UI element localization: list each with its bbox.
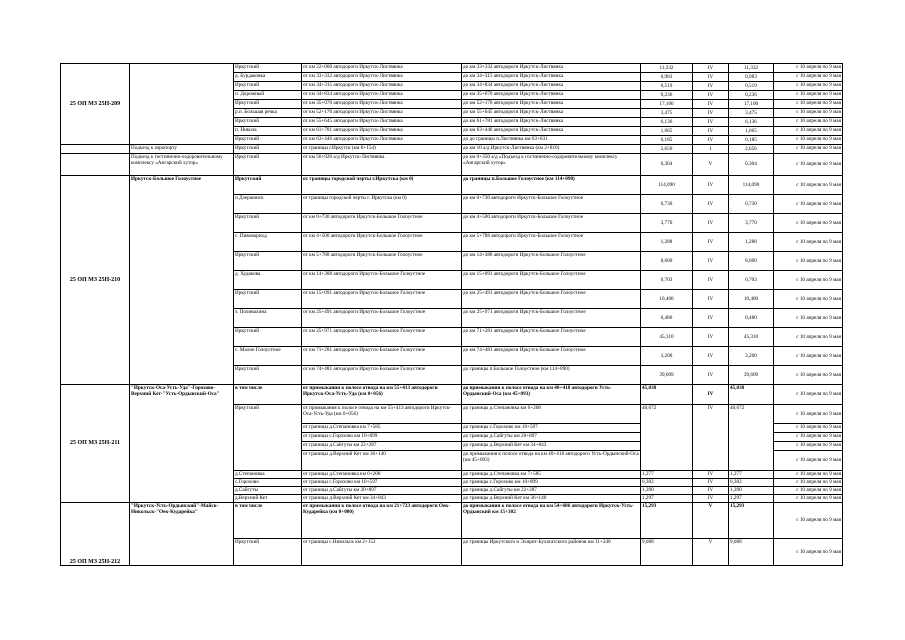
from-cell: от км 4+500 автодороги Иркутск-Большое Голоустное [302, 233, 462, 252]
length-cell: 1,377 [641, 471, 693, 479]
from-cell: от границы городской черты г. Иркутска (км 0) [302, 195, 462, 214]
length-cell: 6,136 [641, 118, 693, 127]
category-cell: IV [693, 479, 729, 487]
period-cell: с 10 апреля по 9 мая [774, 442, 843, 451]
category-cell: I [693, 145, 729, 154]
district-cell: Иркутский [234, 145, 302, 154]
length-total-cell: 3,200 [729, 347, 774, 366]
to-cell: до границы п.Большое Голоустное (км 114+090) [462, 176, 641, 195]
road-code: 25 ОП МЗ 25Н-210 [61, 176, 130, 385]
to-cell: до км 5+788 автодороги Иркутск-Большое Голоустное [462, 233, 641, 252]
from-cell: от км 55+645 автодороги Иркутск-Листвянка [302, 118, 462, 127]
road-list-page [60, 63, 842, 566]
length-cell: 15,293 [641, 503, 693, 539]
from-cell: от км 35+070 автодороги Иркутск-Листвянка [302, 100, 462, 109]
from-cell: от границы с.Горохово км 10+597 [302, 479, 462, 487]
category-cell: IV [693, 347, 729, 366]
category-cell: IV [693, 91, 729, 100]
to-cell: до границы п.Большое Голоустное (км 114+090) [462, 366, 641, 385]
length-cell: 1,665 [641, 127, 693, 136]
road-code: 25 ОП МЗ 25Н-209 [61, 64, 130, 145]
to-cell: до км 61+781 автодороги Иркутск-Листвянка [462, 118, 641, 127]
from-cell: от границы городской черты г.Иркутска (км 0) [302, 176, 462, 195]
category-cell: IV [693, 290, 729, 309]
length-total-cell: 0,304 [729, 154, 774, 176]
to-cell: до примыкания к полосе отвода на км 54+686 автодороги Иркутск-Усть-Ордынский км 15+302 [462, 503, 641, 539]
from-cell: от км 15+091 автодороги Иркутск-Большое Голоустное [302, 290, 462, 309]
category-cell: IV [693, 176, 729, 195]
from-cell: от км 34+834 автодороги Иркутск-Листвянка [302, 91, 462, 100]
category-cell: IV [693, 385, 729, 405]
road-name: Подъезд к гостинично-оздоровительному комплексу «Ангарский хутор» [130, 154, 234, 176]
period-cell: с 10 апреля по 9 мая [774, 451, 843, 471]
category-cell: IV [693, 271, 729, 290]
period-cell: с 10 апреля по 9 мая [774, 366, 843, 385]
period-cell: с 10 апреля по 9 мая [774, 433, 843, 442]
to-cell: до границы Иркутского и Эхирит-Булагатского районов км 11+240 [462, 539, 641, 566]
period-cell: с 10 апреля по 9 мая [774, 136, 843, 145]
length-cell: 0,185 [641, 136, 693, 145]
to-cell: до км 14+388 автодороги Иркутск-Большое Голоустное [462, 252, 641, 271]
to-cell: до км 63+446 автодороги Иркутск-Листвянка [462, 127, 641, 136]
length-total-cell: 0,519 [729, 82, 774, 91]
category-cell: IV [693, 252, 729, 271]
period-cell: с 10 апреля по 9 мая [774, 487, 843, 495]
category-cell: IV [693, 82, 729, 91]
table-row [61, 145, 843, 154]
to-cell: до до границы п.Листвянка км 63+631 [462, 136, 641, 145]
to-cell: до км 0+730 автодороги Иркутск-Большое Голоустное [462, 195, 641, 214]
length-cell: 45,310 [641, 328, 693, 347]
length-cell: 1,297 [641, 495, 693, 503]
district-cell: д. Бурдаковка [234, 73, 302, 82]
road-name: "Иркутск-Усть-Ордынский"-Майск-Никольск-"Оек-Кударейка" [130, 503, 234, 566]
from-cell: от км 52+170 автодороги Иркутск-Листвянка [302, 109, 462, 118]
category-cell: IV [693, 73, 729, 82]
length-total-cell: 0,983 [729, 73, 774, 82]
district-cell: Иркутский [234, 64, 302, 73]
district-cell: Иркутский [234, 118, 302, 127]
length-total-cell: 6,136 [729, 118, 774, 127]
length-cell: 0,480 [641, 309, 693, 328]
category-cell: IV [693, 495, 729, 503]
district-cell: д. Худякова [234, 271, 302, 290]
road-code-empty [61, 154, 130, 176]
to-cell: до км 55+645 автодороги Иркутск-Листвянка [462, 109, 641, 118]
from-cell: от км 34+315 автодороги Иркутск-Листвянка [302, 82, 462, 91]
district-cell: Иркутский [234, 328, 302, 347]
length-cell: 3,200 [641, 347, 693, 366]
period-cell: с 10 апреля по 9 мая [774, 271, 843, 290]
length-cell: 0,304 [641, 154, 693, 176]
period-cell: с 10 апреля по 9 мая [774, 195, 843, 214]
category-cell: IV [693, 309, 729, 328]
period-cell: с 10 апреля по 9 мая [774, 503, 843, 539]
length-cell: 114,090 [641, 176, 693, 195]
period-cell: с 10 апреля по 9 мая [774, 118, 843, 127]
category-cell: V [693, 503, 729, 539]
period-cell: с 10 апреля по 9 мая [774, 100, 843, 109]
length-total-cell: 0,302 [729, 479, 774, 487]
to-cell: до км 34+315 автодороги Иркутск-Листвянка [462, 73, 641, 82]
table-row [61, 385, 843, 405]
length-total-cell: 45,038 [729, 385, 774, 405]
from-cell: от км 25+491 автодороги Иркутск-Большое Голоустное [302, 309, 462, 328]
district-cell: Иркутский [234, 539, 302, 566]
to-cell: до км 4+500 автодороги Иркутск-Большое Голоустное [462, 214, 641, 233]
category-cell: IV [693, 328, 729, 347]
length-total-cell: 0,236 [729, 91, 774, 100]
period-cell: с 10 апреля по 9 мая [774, 64, 843, 73]
length-cell: 3,770 [641, 214, 693, 233]
road-name: Иркутск-Большое Голоустное [130, 176, 234, 385]
district-cell: Иркутский [234, 154, 302, 176]
to-cell: до км 25+491 автодороги Иркутск-Большое Голоустное [462, 290, 641, 309]
category-cell: IV [693, 366, 729, 385]
length-total-cell: 15,293 [729, 503, 774, 539]
from-cell: от км 33+332 автодороги Иркутск-Листвянка [302, 73, 462, 82]
length-cell: 0,236 [641, 91, 693, 100]
district-cell: Иркутский [234, 136, 302, 145]
to-cell: до границы с.Горохово км 10+899 [462, 479, 641, 487]
from-cell: от границы д.Степановка км 6+208 [302, 471, 462, 479]
length-total-cell: 0,703 [729, 271, 774, 290]
length-total-cell: 1,390 [729, 487, 774, 495]
length-cell: 8,600 [641, 252, 693, 271]
table-row [61, 503, 843, 539]
district-cell: д.Степановка [234, 471, 302, 479]
length-cell: 0,519 [641, 82, 693, 91]
to-cell: до границы д.Верхний Кет км 36+140 [462, 495, 641, 503]
district-cell: Иркутский [234, 176, 302, 195]
category-cell: V [693, 539, 729, 566]
length-total-cell: 11,332 [729, 64, 774, 73]
length-total-cell: 10,400 [729, 290, 774, 309]
from-cell: от примыкания к полосе отвода на км 55+413 автодороги Иркутск-Оса-Усть-Уда (км 0+056) [302, 405, 462, 424]
period-cell: с 10 апреля по 9 мая [774, 252, 843, 271]
to-cell: до км 10 а/д Иркутск-Листвянка (км 2+810) [462, 145, 641, 154]
category-cell: IV [693, 118, 729, 127]
from-cell: от границы д.Верхний Кет км 36+140 [302, 451, 462, 471]
from-cell: от примыкания к полосе отвода на км 21+723 автодороги Оек-Кударейка (км 0+000) [302, 503, 462, 539]
period-cell: с 10 апреля по 9 мая [774, 385, 843, 405]
period-cell: с 10 апреля по 9 мая [774, 539, 843, 566]
length-cell: 1,390 [641, 487, 693, 495]
period-cell: с 10 апреля по 9 мая [774, 233, 843, 252]
category-cell: IV [693, 64, 729, 73]
district-cell: п.Дзержинск [234, 195, 302, 214]
to-cell: до км 15+091 автодороги Иркутск-Большое Голоустное [462, 271, 641, 290]
to-cell: до границы д.Степановка км 7+585 [462, 471, 641, 479]
to-cell: до км 34+834 автодороги Иркутск-Листвянка [462, 82, 641, 91]
road-name-cell [130, 64, 234, 145]
length-cell: 0,703 [641, 271, 693, 290]
district-cell: п. Дорожный [234, 91, 302, 100]
length-cell: 11,332 [641, 64, 693, 73]
length-cell: 39,609 [641, 366, 693, 385]
from-cell: от границы д.Сайгуты км 22+287 [302, 442, 462, 451]
from-cell: от границы с.Никольск км 2+152 [302, 539, 462, 566]
from-cell: от границы с.Горохово км 10+899 [302, 433, 462, 442]
to-cell: до км 35+070 автодороги Иркутск-Листвянка [462, 91, 641, 100]
period-cell: с 10 апреля по 9 мая [774, 82, 843, 91]
length-cell: 0,302 [641, 479, 693, 487]
period-cell: с 10 апреля по 9 мая [774, 127, 843, 136]
from-cell: от границы г.Иркутск (км 0+154) [302, 145, 462, 154]
from-cell: от км 71+281 автодороги Иркутск-Большое Голоустное [302, 347, 462, 366]
category-cell: IV [693, 471, 729, 479]
category-cell: IV [693, 109, 729, 118]
length-total-cell: 0,730 [729, 195, 774, 214]
length-total-cell: 17,100 [729, 100, 774, 109]
period-cell: с 10 апреля по 9 мая [774, 154, 843, 176]
to-cell: до км 33+332 автодороги Иркутск-Листвянка [462, 64, 641, 73]
period-cell: с 10 апреля по 9 мая [774, 145, 843, 154]
from-cell: от км 5+788 автодороги Иркутск-Большое Голоустное [302, 252, 462, 271]
district-cell: Иркутский [234, 100, 302, 109]
length-total-cell: 45,310 [729, 328, 774, 347]
period-cell: с 10 апреля по 9 мая [774, 471, 843, 479]
period-cell: с 10 апреля по 9 мая [774, 424, 843, 433]
to-cell: до примыкания к полосе отвода на км 40+418 автодороги Усть-Ордынский-Оса (км 45+093) [462, 385, 641, 405]
length-cell: 2,656 [641, 145, 693, 154]
length-total-cell: 3,770 [729, 214, 774, 233]
district-cell: з. Поливахина [234, 309, 302, 328]
to-cell: до границы с.Горохово км 10+597 [462, 424, 641, 433]
to-cell: до границы д.Сайгуты км 20+897 [462, 433, 641, 442]
road-name: Подъезд к аэропорту [130, 145, 234, 154]
district-cell: п. Никола [234, 127, 302, 136]
length-total-cell: 3,475 [729, 109, 774, 118]
table-row [61, 154, 843, 176]
category-cell: V [693, 154, 729, 176]
from-cell: от примыкания к полосе отвода на км 55+413 автодороги Иркутск-Оса-Усть-Уда (км 0+056) [302, 385, 462, 405]
district-cell: в том числе [234, 503, 302, 539]
to-cell: до км 25+971 автодороги Иркутск-Большое Голоустное [462, 309, 641, 328]
road-code: 25 ОП МЗ 25Н-211 [61, 385, 130, 503]
district-cell: в том числе [234, 385, 302, 405]
period-cell: с 10 апреля по 9 мая [774, 495, 843, 503]
length-cell: 17,100 [641, 100, 693, 109]
district-cell: Иркутский [234, 290, 302, 309]
length-total-cell: 1,377 [729, 471, 774, 479]
from-cell: от км 25+971 автодороги Иркутск-Большое Голоустное [302, 328, 462, 347]
period-cell: с 10 апреля по 9 мая [774, 91, 843, 100]
road-name: "Иркутск-Оса-Усть-Уда"-Горохово-Верхний Кет-"Усть-Ордынский-Оса" [130, 385, 234, 503]
length-total-cell: 9,088 [729, 539, 774, 566]
period-cell: с 10 апреля по 9 мая [774, 214, 843, 233]
length-cell: 10,400 [641, 290, 693, 309]
length-total-cell: 1,297 [729, 495, 774, 503]
category-cell: IV [693, 195, 729, 214]
period-cell: с 10 апреля по 9 мая [774, 309, 843, 328]
category-cell: IV [693, 100, 729, 109]
length-cell: 1,288 [641, 233, 693, 252]
from-cell: от км 56+920 а/д Иркутск-Листвянка [302, 154, 462, 176]
district-cell: с. Малое Голоустное [234, 347, 302, 366]
district-cell: Иркутский [234, 405, 302, 471]
period-cell: с 10 апреля по 9 мая [774, 347, 843, 366]
district-cell: д.Сайгуты [234, 487, 302, 495]
period-cell: с 10 апреля по 9 мая [774, 109, 843, 118]
district-cell: Иркутский [234, 82, 302, 91]
category-cell: IV [693, 487, 729, 495]
category-cell: IV [693, 214, 729, 233]
district-cell: д.Верхний Кет [234, 495, 302, 503]
category-cell: IV [693, 136, 729, 145]
from-cell: от км 22+000 автодороги Иркутск-Листвянка [302, 64, 462, 73]
to-cell: до границы д.Степановка км 6+208 [462, 405, 641, 424]
from-cell: от км 74+481 автодороги Иркутск-Большое Голоустное [302, 366, 462, 385]
to-cell: до км 74+481 автодороги Иркутск-Большое Голоустное [462, 347, 641, 366]
to-cell: до км 52+170 автодороги Иркутск-Листвянка [462, 100, 641, 109]
period-cell: с 10 апреля по 9 мая [774, 176, 843, 195]
to-cell: до км 0+350 а/д «Подъезд к гостинично-оздоровительному комплексу «Ангарский хутор» [462, 154, 641, 176]
to-cell: до км 71+281 автодороги Иркутск-Большое Голоустное [462, 328, 641, 347]
to-cell: до границы д.Сайгуты км 22+287 [462, 487, 641, 495]
from-cell: от км 61+781 автодороги Иркутск-Листвянка [302, 127, 462, 136]
period-cell: с 10 апреля по 9 мая [774, 479, 843, 487]
district-cell: р.п. Большая речка [234, 109, 302, 118]
length-total-cell: 114,090 [729, 176, 774, 195]
length-cell: 9,088 [641, 539, 693, 566]
from-cell: от границы д.Сайгуты км 20+897 [302, 487, 462, 495]
category-cell: IV [693, 127, 729, 136]
to-cell: до границы д.Верхний Кет км 34+843 [462, 442, 641, 451]
length-total-cell: 39,609 [729, 366, 774, 385]
to-cell: до примыкания к полосе отвода на км 40+418 автодороги Усть-Ордынский-Оса (км 45+093) [462, 451, 641, 471]
period-cell: с 10 апреля по 9 мая [774, 290, 843, 309]
length-cell: 0,730 [641, 195, 693, 214]
district-cell: Иркутский [234, 214, 302, 233]
roads-table [60, 63, 843, 566]
period-cell: с 10 апреля по 9 мая [774, 328, 843, 347]
table-row [61, 64, 843, 73]
district-cell: Иркутский [234, 366, 302, 385]
length-total-cell: 2,656 [729, 145, 774, 154]
length-total-cell: 40,672 [729, 405, 774, 471]
length-cell: 0,983 [641, 73, 693, 82]
length-total-cell: 0,480 [729, 309, 774, 328]
length-total-cell: 8,600 [729, 252, 774, 271]
from-cell: от км 0+730 автодороги Иркутск-Большое Голоустное [302, 214, 462, 233]
length-cell: 45,038 [641, 385, 693, 405]
from-cell: от границы д.Верхний Кет км 34+843 [302, 495, 462, 503]
from-cell: от км 14+388 автодороги Иркутск-Большое Голоустное [302, 271, 462, 290]
length-total-cell: 1,288 [729, 233, 774, 252]
length-cell: 40,672 [641, 405, 693, 471]
length-total-cell: 0,185 [729, 136, 774, 145]
category-cell: IV [693, 405, 729, 471]
from-cell: от км 63+446 автодороги Иркутск-Листвянка [302, 136, 462, 145]
from-cell: от границы д.Степановка км 7+585 [302, 424, 462, 433]
district-cell: с. Пивоварихд [234, 233, 302, 252]
period-cell: с 10 апреля по 9 мая [774, 73, 843, 82]
district-cell: Иркутский [234, 252, 302, 271]
district-cell: с.Горохово [234, 479, 302, 487]
road-code: 25 ОП МЗ 25Н-212 [61, 503, 130, 566]
category-cell: IV [693, 233, 729, 252]
period-cell: с 10 апреля по 9 мая [774, 405, 843, 424]
road-code-empty [61, 145, 130, 154]
length-cell: 3,475 [641, 109, 693, 118]
length-total-cell: 1,665 [729, 127, 774, 136]
table-row [61, 176, 843, 195]
